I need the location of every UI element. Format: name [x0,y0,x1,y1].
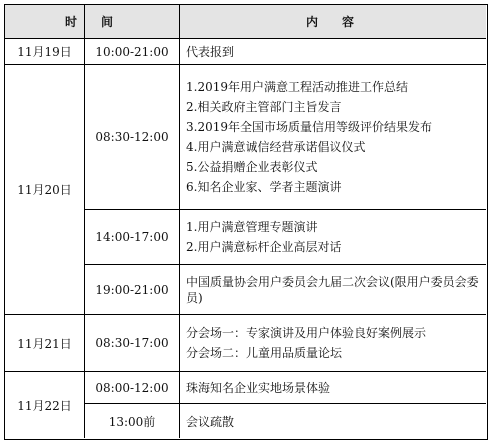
agenda-table [4,4,488,440]
row-date: 11月20日 [17,183,72,197]
agenda-item: 5.公益捐赠企业表彰仪式 [186,160,318,174]
row-content [182,39,486,64]
row-time: 08:30-17:00 [95,336,169,350]
row-content [182,372,486,403]
row-date: 11月19日 [17,45,72,59]
agenda-item: 2.相关政府主管部门主旨发言 [186,100,342,114]
agenda-item: 2.用户满意标杆企业高层对话 [186,240,342,254]
row-time: 14:00-17:00 [95,230,169,244]
agenda-item: 中国质量协会用户委员会九届二次会议(限用户委员会委员) [186,274,479,305]
row-time: 10:00-21:00 [95,44,169,59]
agenda-item: 6.知名企业家、学者主题演讲 [186,180,342,194]
agenda-item: 3.2019年全国市场质量信用等级评价结果发布 [186,120,432,134]
row-time: 19:00-21:00 [95,282,169,297]
row-time: 08:30-12:00 [95,130,169,144]
row-time: 13:00前 [108,414,156,429]
header-time: 时 间 [64,15,119,29]
row-date: 11月21日 [17,336,72,351]
row-content [182,404,486,438]
row-date: 11月22日 [17,398,72,413]
agenda-item: 会议疏散 [186,414,235,429]
row-content [182,265,486,314]
agenda-item: 分会场二：儿童用品质量论坛 [186,346,343,360]
agenda-item: 珠海知名企业实地场景体验 [186,381,331,395]
row-time: 08:00-12:00 [95,380,169,395]
agenda-item: 代表报到 [186,45,235,59]
row-content [182,315,486,371]
agenda-item: 1.2019年用户满意工程活动推进工作总结 [186,80,408,94]
agenda-item: 4.用户满意诚信经营承诺倡议仪式 [186,140,366,154]
row-content [182,65,486,209]
header-content: 内 容 [305,15,360,29]
row-content [182,210,486,264]
agenda-item: 分会场一：专家演讲及用户体验良好案例展示 [186,326,427,340]
agenda-item: 1.用户满意管理专题演讲 [186,220,318,234]
